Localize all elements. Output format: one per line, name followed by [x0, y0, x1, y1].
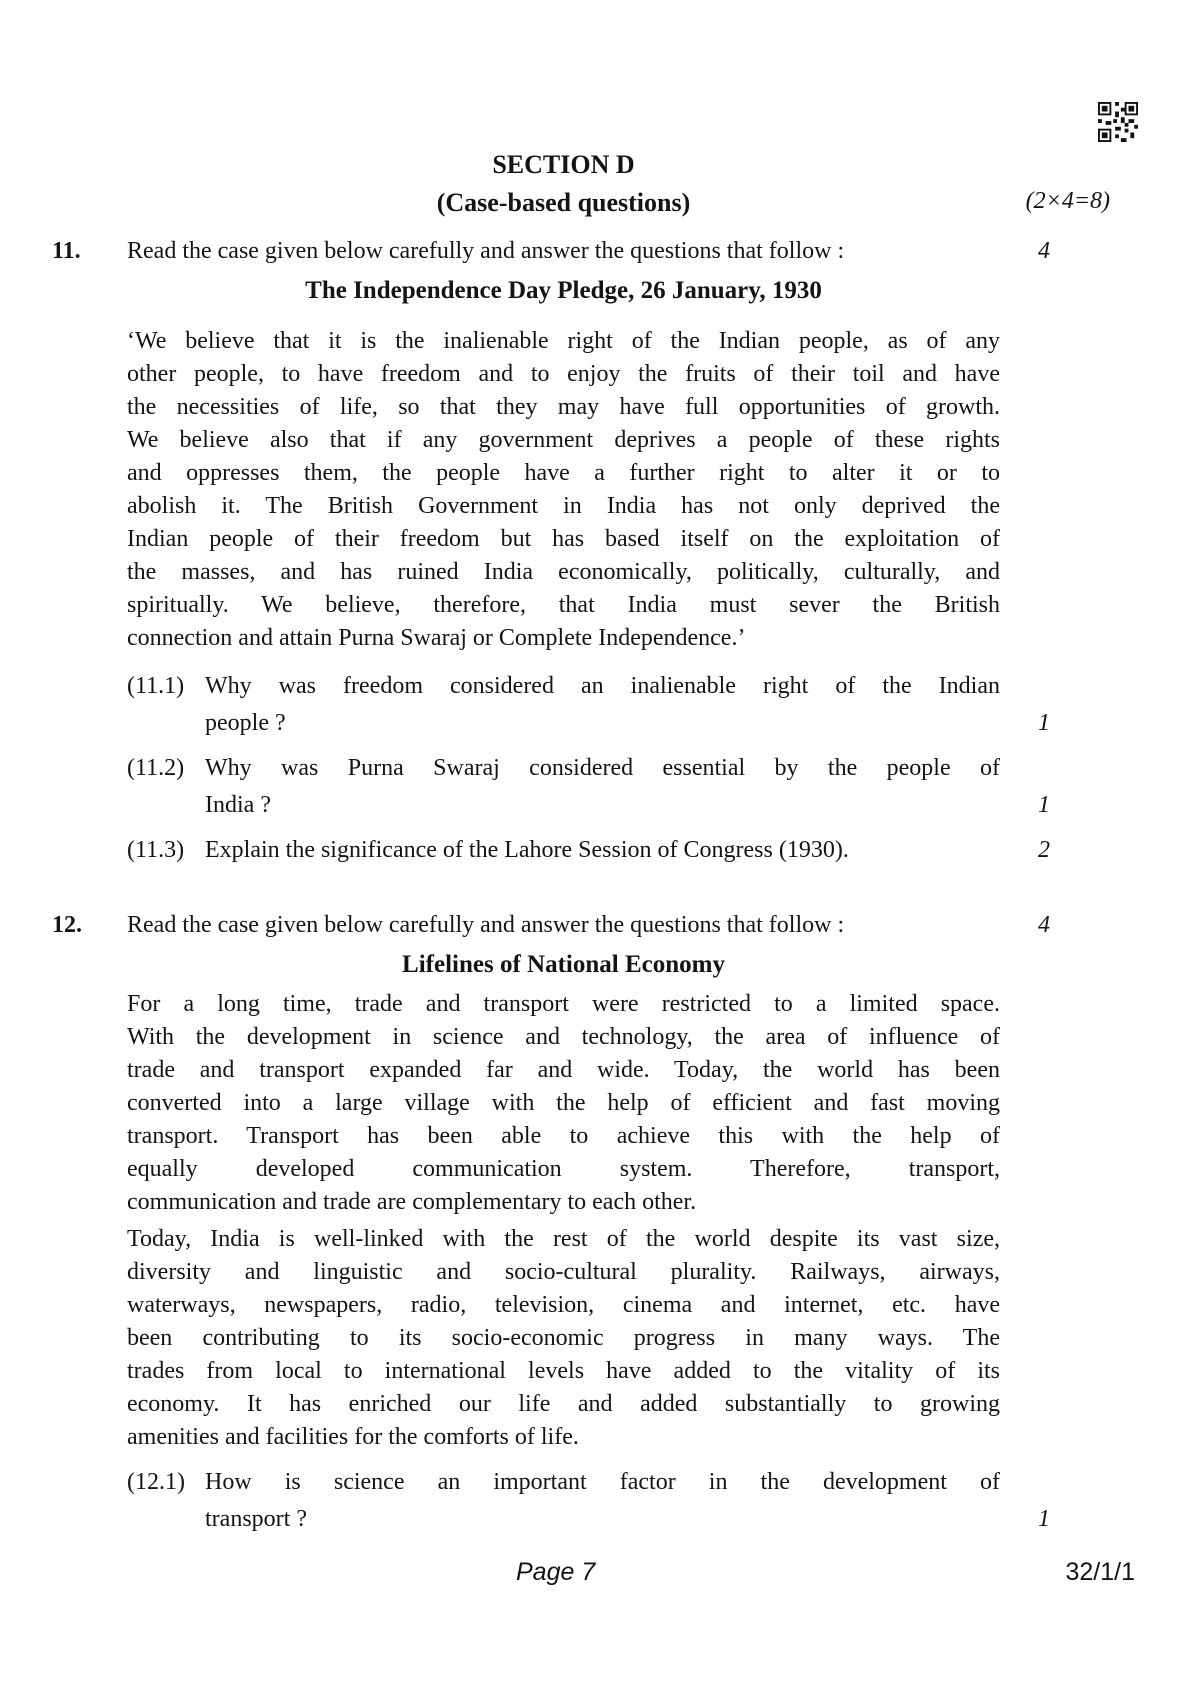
text-line: the necessities of life, so that they may have full opportunities of growth.: [127, 394, 1000, 420]
question-11-3-label: (11.3): [127, 837, 185, 863]
question-11-marks: 4: [1038, 238, 1050, 264]
text-line: ‘We believe that it is the inalienable right of the Indian people, as of any: [127, 328, 1000, 354]
section-title: SECTION D: [492, 150, 635, 179]
text-line: spiritually. We believe, therefore, that India must sever the British: [127, 592, 1000, 618]
text-line: trade and transport expanded far and wide. Today, the world has been: [127, 1057, 1000, 1083]
page-footer: [0, 1556, 1190, 1596]
question-11-1-label: (11.1): [127, 673, 185, 699]
text-line: transport. Transport has been able to achieve this with the help of: [127, 1123, 1000, 1149]
question-12-1-text: [205, 1464, 1000, 1538]
page-content: [52, 148, 1110, 1538]
text-line: been contributing to its socio-economic progress in many ways. The: [127, 1325, 1000, 1351]
question-12-prompt-row: [52, 908, 1062, 942]
question-11-1-text: [205, 668, 1000, 742]
text-line: equally developed communication system. Therefore, transport,: [127, 1156, 1000, 1182]
text-line: We believe also that if any government deprives a people of these rights: [127, 427, 1000, 453]
question-11-2-text: [205, 750, 1000, 824]
question-12-case-paragraph-2: [127, 1223, 1000, 1454]
section-subtitle-row: [52, 186, 1110, 220]
text-line: abolish it. The British Government in India has not only deprived the: [127, 493, 1000, 519]
question-12-case-paragraph-1: [127, 988, 1000, 1219]
question-11-3: [52, 832, 1062, 869]
question-11-prompt: Read the case given below carefully and answer the questions that follow :: [127, 238, 845, 264]
text-line: other people, to have freedom and to enjoy the fruits of their toil and have: [127, 361, 1000, 387]
text-line: communication and trade are complementary to each other.: [127, 1189, 697, 1215]
text-line: Explain the significance of the Lahore Session of Congress (1930).: [205, 837, 849, 863]
question-12-1-marks: 1: [1038, 1506, 1050, 1532]
question-11-case-title-row: [52, 274, 1062, 308]
text-line: With the development in science and technology, the area of influence of: [127, 1024, 1000, 1050]
question-12-case-paragraph-1-row: [52, 988, 1062, 1219]
paper-code: 32/1/1: [1065, 1558, 1135, 1586]
text-line: economy. It has enriched our life and added substantially to growing: [127, 1391, 1000, 1417]
text-line: trades from local to international levels have added to the vitality of its: [127, 1358, 1000, 1384]
question-11-3-text: [205, 832, 1000, 869]
question-11-prompt-row: [52, 234, 1062, 268]
qr-code-icon: [1098, 102, 1138, 142]
question-12-case-title: Lifelines of National Economy: [402, 951, 725, 978]
question-11-2: [52, 750, 1062, 824]
question-11-2-label: (11.2): [127, 755, 185, 781]
text-line: people ?: [205, 710, 286, 736]
text-line: the masses, and has ruined India economically, politically, culturally, and: [127, 559, 1000, 585]
text-line: amenities and facilities for the comforts of life.: [127, 1424, 579, 1450]
text-line: connection and attain Purna Swaraj or Complete Independence.’: [127, 625, 746, 651]
question-12-case-title-row: [52, 948, 1062, 982]
text-line: Today, India is well-linked with the rest of the world despite its vast size,: [127, 1226, 1000, 1252]
text-line: and oppresses them, the people have a further right to alter it or to: [127, 460, 1000, 486]
question-12-1: [52, 1464, 1062, 1538]
question-12-prompt: Read the case given below carefully and answer the questions that follow :: [127, 912, 845, 938]
question-11-case-paragraph-row: [52, 325, 1062, 655]
text-line: transport ?: [205, 1506, 307, 1532]
text-line: Why was Purna Swaraj considered essential by the people of: [205, 755, 1000, 781]
section-subtitle: (Case-based questions): [436, 188, 691, 217]
text-line: converted into a large village with the help of efficient and fast moving: [127, 1090, 1000, 1116]
question-11-case-paragraph: [127, 325, 1000, 655]
question-12-marks: 4: [1038, 912, 1050, 938]
text-line: How is science an important factor in the development of: [205, 1469, 1000, 1495]
question-11-number: 11.: [52, 238, 81, 264]
text-line: India ?: [205, 792, 271, 818]
question-12-case-paragraph-2-row: [52, 1223, 1062, 1454]
section-marks: (2×4=8): [1025, 188, 1110, 214]
question-11-2-marks: 1: [1038, 792, 1050, 818]
question-11-3-marks: 2: [1038, 837, 1050, 863]
question-11-1: [52, 668, 1062, 742]
question-11-case-title: The Independence Day Pledge, 26 January, 1930: [305, 277, 822, 304]
question-12-1-label: (12.1): [127, 1469, 185, 1495]
page-number-label: Page 7: [516, 1558, 596, 1586]
text-line: For a long time, trade and transport were restricted to a limited space.: [127, 991, 1000, 1017]
text-line: waterways, newspapers, radio, television, cinema and internet, etc. have: [127, 1292, 1000, 1318]
question-11-1-marks: 1: [1038, 710, 1050, 736]
text-line: Indian people of their freedom but has based itself on the exploitation of: [127, 526, 1000, 552]
text-line: Why was freedom considered an inalienable right of the Indian: [205, 673, 1000, 699]
text-line: diversity and linguistic and socio-cultural plurality. Railways, airways,: [127, 1259, 1000, 1285]
question-12-number: 12.: [52, 912, 82, 938]
